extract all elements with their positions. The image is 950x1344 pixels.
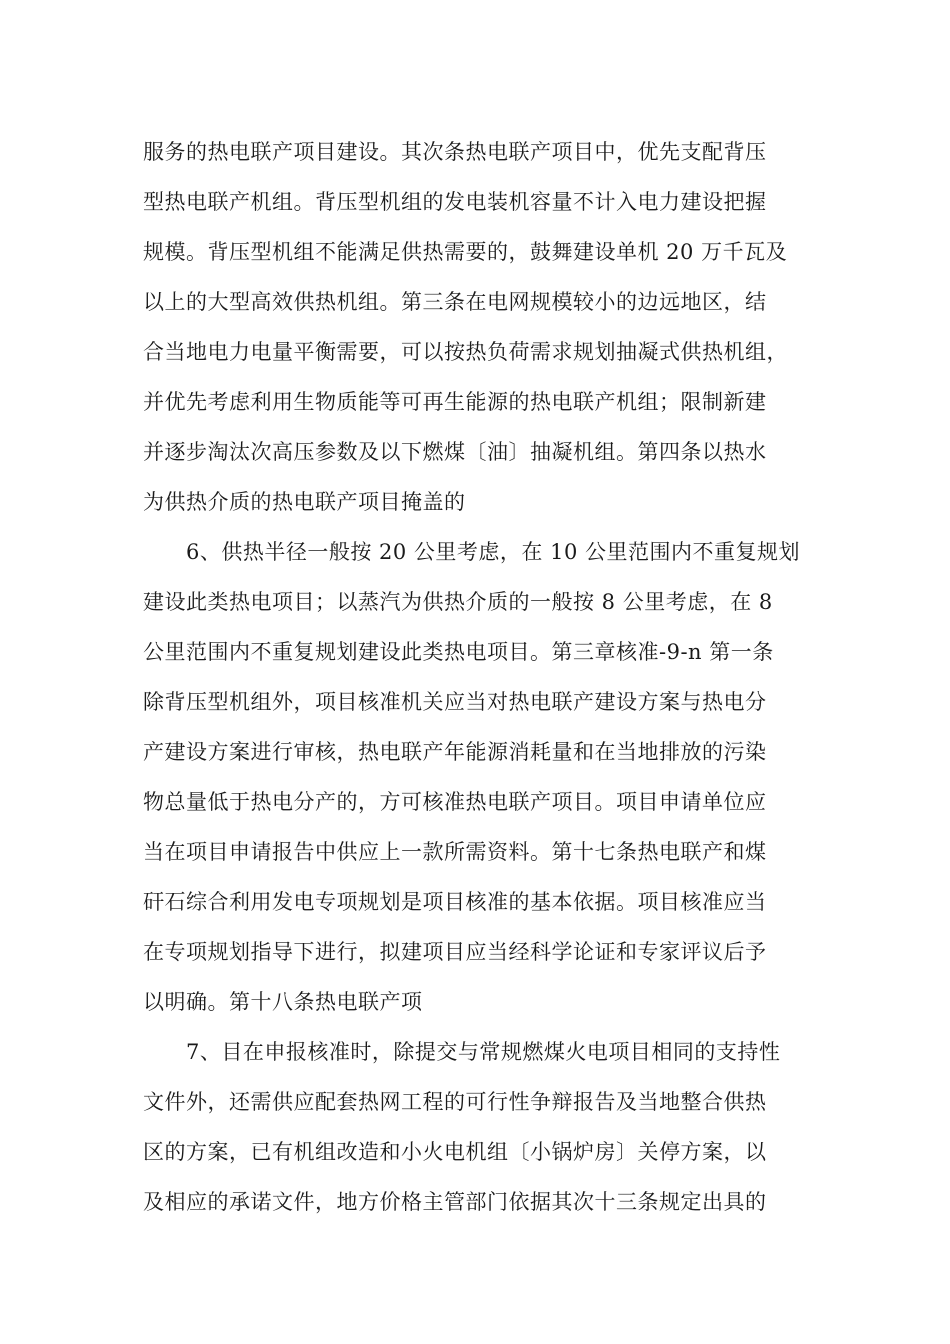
paragraph-1: 服务的热电联产项目建设。其次条热电联产项目中，优先支配背压 型热电联产机组。背压型机组的发电装机容量不计入电力建设把握 规模。背压型机组不能满足供热需要的，鼓舞建设单机 20 万千瓦及 以上的大型高效供热机组。第三条在电网规模较小的边远地区，结 合当地电力电量平衡需要，可以按热负荷需求规划抽凝式供热机组， 并优先考虑利用生物质能等可再生能源的热电联产机组；限制新建 并逐步淘汰次高压参数及以下燃煤〔油〕抽凝机组。第四条以热水 为供热介质的热电联产项目掩盖的 bbox=[143, 140, 788, 514]
paragraph-6: 6、供热半径一般按 20 公里考虑，在 10 公里范围内不重复规划 建设此类热电项目；以蒸汽为供热介质的一般按 8 公里考虑，在 8 公里范围内不重复规划建设此类热电项目。第三章核准-9-n 第一条 除背压型机组外，项目核准机关应当对热电联产建设方案与热电分 产建设方案进行审核，热电联产年能源消耗量和在当地排放的污染 物总量低于热电分产的，方可核准热电联产项目。项目申请单位应 当在项目申请报告中供应上一款所需资料。第十七条热电联产和煤 矸石综合利用发电专项规划是项目核准的基本依据。项目核准应当 在专项规划指导下进行，拟建项目应当经科学论证和专家评议后予 以明确。第十八条热电联产项 bbox=[143, 540, 801, 1014]
paragraph-7: 7、目在申报核准时，除提交与常规燃煤火电项目相同的支持性 文件外，还需供应配套热网工程的可行性争辩报告及当地整合供热 区的方案，已有机组改造和小火电机组〔小锅炉房〕关停方案，以 及相应的承诺文件，地方价格主管部门依据其次十三条规定出具的 bbox=[143, 1040, 781, 1214]
